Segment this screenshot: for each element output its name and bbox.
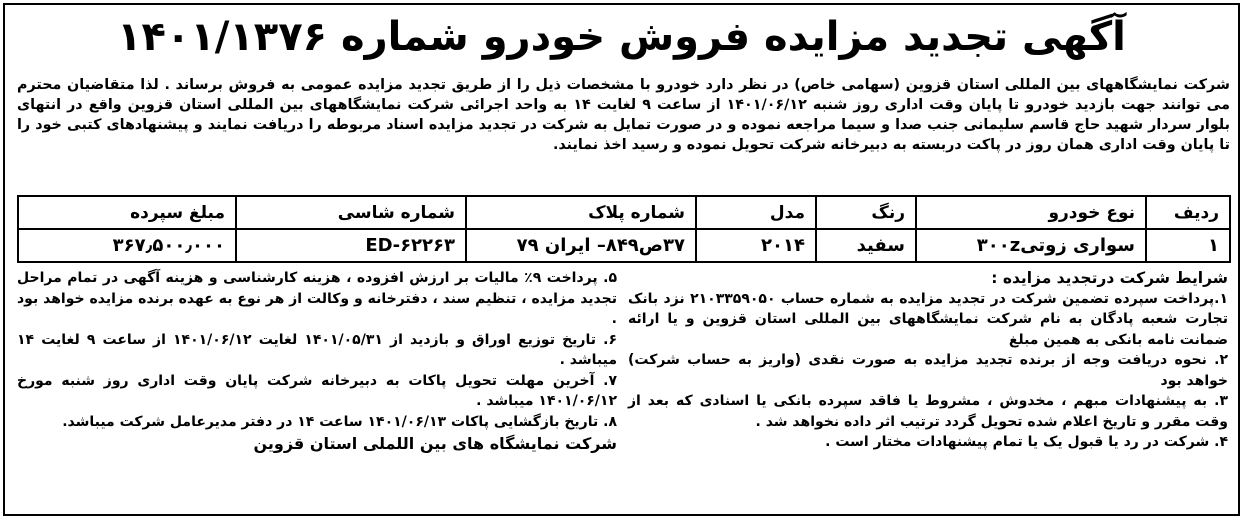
condition-item: ۸. تاریخ بازگشایی پاکات ۱۴۰۱/۰۶/۱۳ ساعت ۱۴ در دفتر مدیرعامل شرکت میباشد. (62, 413, 617, 430)
header-plate-number: شماره پلاک (466, 196, 696, 229)
header-row-number: ردیف (1146, 196, 1230, 229)
cell-row-number: ۱ (1146, 229, 1230, 262)
header-vehicle-type: نوع خودرو (916, 196, 1146, 229)
cell-plate-number: ۳۷ص۸۴۹– ایران ۷۹ (466, 229, 696, 262)
advertisement (3, 3, 1240, 516)
header-deposit-amount: مبلغ سپرده (18, 196, 236, 229)
header-color: رنگ (816, 196, 916, 229)
cell-vehicle-type: سواری زوتی۳۰۰z (916, 229, 1146, 262)
header-model: مدل (696, 196, 816, 229)
ad-title: آگهی تجدید مزایده فروش خودرو شماره ۱۴۰۱/۱۳۷۶ (117, 14, 1126, 60)
condition-item: ۳. به پیشنهادات مبهم ، مخدوش ، مشروط یا فاقد سپرده بانکی یا اسنادی که بعد از وقت مقرر و تاریخ اعلام شده تحویل گردد ترتیب اثر داده نخواهد شد . (628, 393, 1228, 430)
header-chassis-number: شماره شاسی (236, 196, 466, 229)
condition-item: ۵. پرداخت ۹٪ مالیات بر ارزش افزوده ، هزینه کارشناسی و هزینه آگهی در تمام مراحل تجدید مزایده ، تنظیم سند ، دفترخانه و وکالت از هر نوع به عهده برنده مزایده خواهد بود . (17, 270, 617, 327)
cell-model: ۲۰۱۴ (696, 229, 816, 262)
cell-color: سفید (816, 229, 916, 262)
table-header-row (18, 196, 1230, 229)
condition-item: ۱.پرداخت سپرده تضمین شرکت در تجدید مزایده به شماره حساب ۲۱۰۳۳۵۹۰۵۰ نزد بانک تجارت شعبه پادگان به نام شرکت نمایشگاههای بین المللی استان قزوین و یا ارائه ضمانت نامه بانکی به همین مبلغ (628, 290, 1228, 348)
condition-item: ۲. نحوه دریافت وجه از برنده تجدید مزایده به صورت نقدی (واریز به حساب شرکت) خواهد بود (628, 352, 1228, 389)
condition-item: ۶. تاریخ توزیع اوراق و بازدید از ۱۴۰۱/۰۵/۳۱ لغایت ۱۴۰۱/۰۶/۱۲ از ساعت ۹ لغایت ۱۴ میباشد . (17, 331, 617, 368)
intro-paragraph: شرکت نمایشگاههای بین المللی استان قزوین (سهامی خاص) در نظر دارد خودرو با مشخصات ذیل را از طریق تجدید مزایده عمومی به فروش برساند . لذا متقاضیان محترم می توانند جهت بازدید خودرو تا پایان وقت اداری روز شنبه ۱۴۰۱/۰۶/۱۲ از ساعت ۹ لغایت ۱۴ به واحد اجرائی شرکت نمایشگاههای بین المللی استان قزوین واقع در انتهای بلوار سردار شهید حاج قاسم سلیمانی جنب صدا و سیما مراجعه نموده و در صورت تمایل به شرکت در تجدید مزایده اسناد مربوطه را دریافت نمایند و پیشنهادهای کتبی خود را تا پایان وقت اداری همان روز در پاکت دربسته به دبیرخانه شرکت تحویل نموده و رسید اخذ نمایند. (17, 77, 1230, 153)
vehicle-table (17, 195, 1231, 263)
table-row (18, 229, 1230, 262)
cell-deposit-amount: ۳۶۷٫۵۰۰٫۰۰۰ (18, 229, 236, 262)
company-signature: شرکت نمایشگاه های بین اللملی استان قزوین (253, 434, 617, 453)
conditions-column-left (17, 268, 617, 455)
conditions-heading: شرایط شرکت درتجدید مزایده : (991, 269, 1228, 287)
condition-item: ۴. شرکت در رد یا قبول یک یا تمام پیشنهادات مختار است . (825, 434, 1228, 450)
condition-item: ۷. آخرین مهلت تحویل پاکات به دبیرخانه شرکت پایان وقت اداری روز شنبه مورخ ۱۴۰۱/۰۶/۱۲ میباشد . (17, 372, 617, 409)
conditions-column-right (628, 268, 1228, 453)
cell-chassis-number: ۶۲۲۶۳-ED (236, 229, 466, 262)
